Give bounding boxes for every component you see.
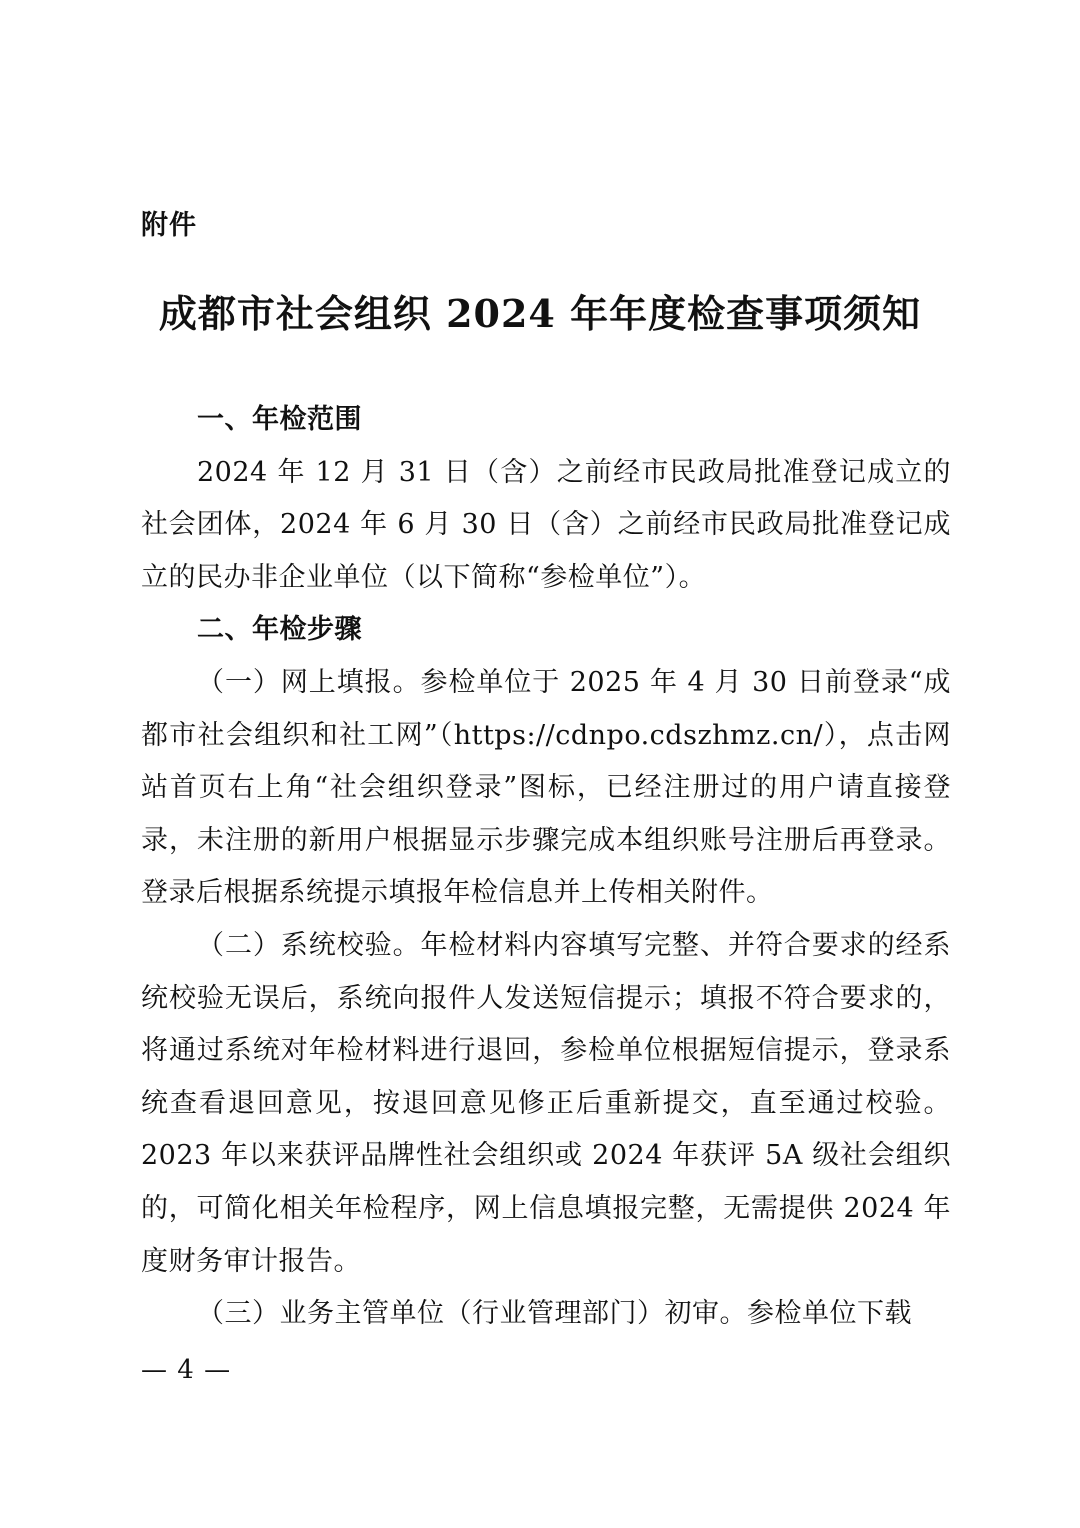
page-number: — 4 — — [141, 1355, 232, 1385]
scope-paragraph: 2024 年 12 月 31 日（含）之前经市民政局批准登记成立的社会团体，2024 年 6 月 30 日（含）之前经市民政局批准登记成立的民办非企业单位（以下简称“参检单位”）。 — [141, 456, 951, 593]
document-title: 成都市社会组织 2024 年年度检查事项须知 — [158, 291, 922, 336]
step-system-check-paragraph: （二）系统校验。年检材料内容填写完整、并符合要求的经系统校验无误后，系统向报件人发送短信提示；填报不符合要求的，将通过系统对年检材料进行退回，参检单位根据短信提示，登录系统查看退回意见，按退回意见修正后重新提交，直至通过校验。2023 年以来获评品牌性社会组织或 2024 年获评 5A 级社会组织的，可简化相关年检程序，网上信息填报完整，无需提供 2024 年度财务审计报告。 — [141, 929, 951, 1277]
attachment-label: 附件 — [141, 210, 197, 241]
section-heading-steps: 二、年检步骤 — [197, 614, 362, 646]
document-body — [141, 394, 951, 1341]
section-heading-scope: 一、年检范围 — [197, 404, 362, 435]
step-online-filing-paragraph: （一）网上填报。参检单位于 2025 年 4 月 30 日前登录“成都市社会组织和社工网”（https://cdnpo.cdszhmz.cn/），点击网站首页右上角“社会组织登录”图标，已经注册过的用户请直接登录，未注册的新用户根据显示步骤完成本组织账号注册后再登录。登录后根据系统提示填报年检信息并上传相关附件。 — [141, 666, 951, 909]
step-preliminary-review-paragraph: （三）业务主管单位（行业管理部门）初审。参检单位下载 — [197, 1298, 912, 1330]
